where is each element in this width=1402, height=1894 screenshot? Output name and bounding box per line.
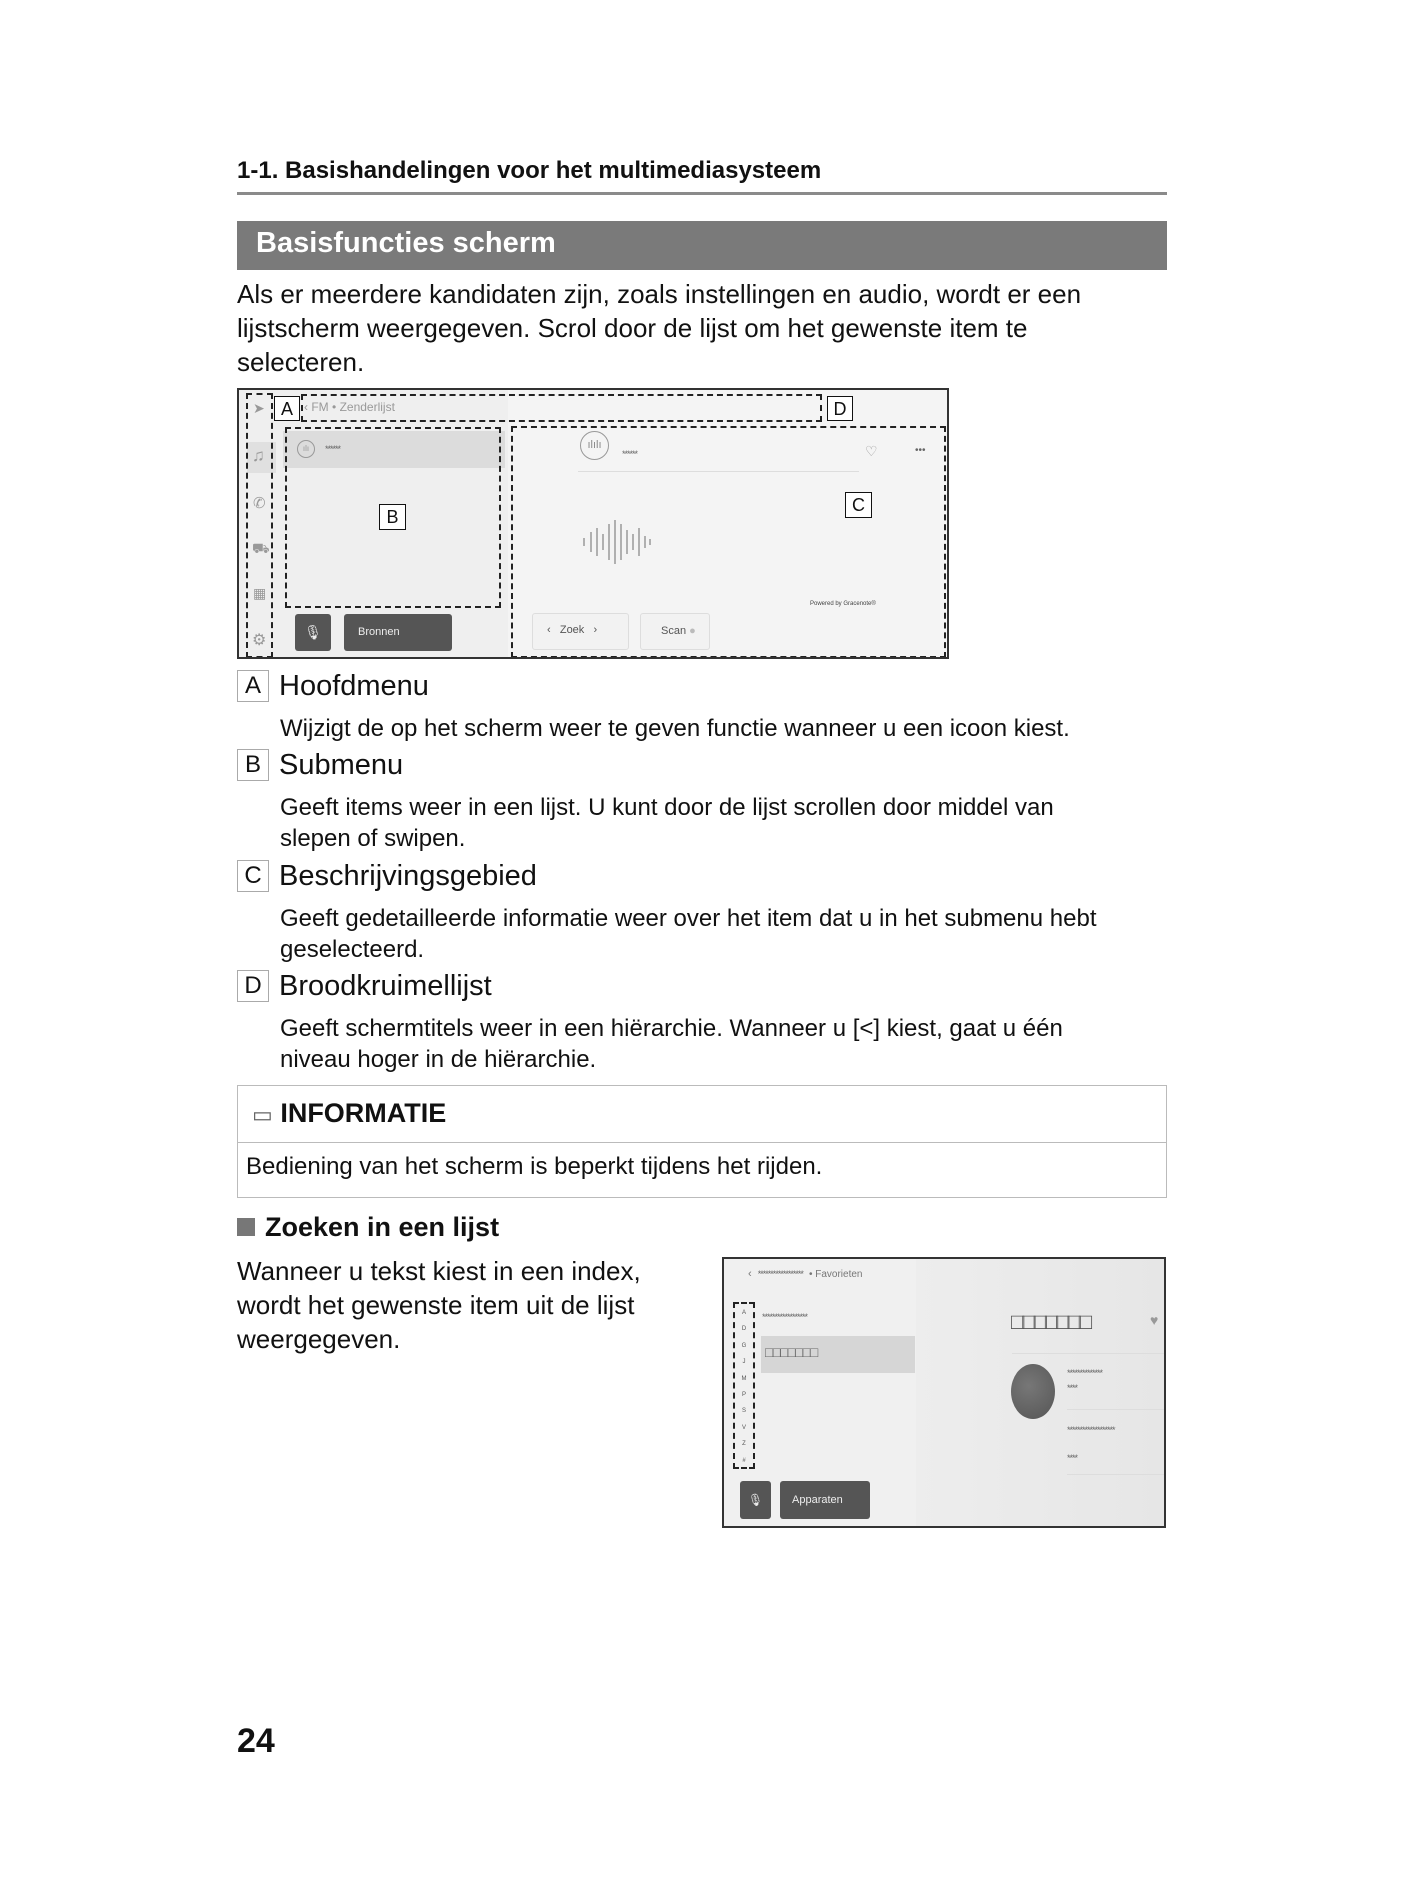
legend-title: Broodkruimellijst: [279, 969, 492, 1002]
index-letter[interactable]: V: [741, 1424, 746, 1431]
car-icon: ⛟: [252, 540, 270, 556]
subsection-heading: [237, 1212, 499, 1243]
devices-button[interactable]: [780, 1481, 870, 1519]
index-letter[interactable]: J: [742, 1359, 746, 1366]
divider: [1067, 1409, 1166, 1410]
legend-title: Beschrijvingsgebied: [279, 859, 537, 892]
station-name: ******: [622, 449, 638, 459]
legend-letter: D: [237, 970, 269, 1002]
page-title: Basisfuncties scherm: [237, 221, 1167, 270]
index-letter[interactable]: D: [741, 1326, 747, 1333]
more-icon[interactable]: •••: [915, 445, 926, 456]
label-b: B: [379, 504, 406, 530]
list-item-label: ******: [325, 444, 341, 454]
legend-title: Submenu: [279, 748, 404, 781]
back-icon[interactable]: ‹: [304, 400, 308, 414]
legend-description: Wijzigt de op het scherm weer te geven functie wanneer u een icoon kiest.: [280, 715, 1070, 742]
screen-illustration-list: [237, 388, 949, 659]
legend-item-d: [237, 969, 492, 1003]
settings-icon: ⚙: [252, 632, 267, 649]
powered-by-text: Powered by Gracenote®: [810, 601, 876, 607]
header-rule: [237, 192, 1167, 195]
devices-label: Apparaten: [792, 1494, 843, 1506]
index-letter[interactable]: Z: [742, 1441, 746, 1448]
scan-button[interactable]: Scan ●: [640, 613, 710, 650]
label-a: A: [274, 396, 300, 421]
detail-title: □□□□□□□: [1011, 1309, 1091, 1334]
legend-letter: B: [237, 749, 269, 781]
intro-text: Als er meerdere kandidaten zijn, zoals instellingen en audio, wordt er een lijstscherm weergegeven. Scrol door de lijst om het gewenste item te selecteren.: [237, 279, 1082, 377]
heart-icon[interactable]: ♡: [865, 443, 878, 459]
index-letter[interactable]: G: [741, 1342, 747, 1349]
book-icon: ▭: [252, 1102, 273, 1127]
index-letter[interactable]: S: [741, 1408, 746, 1415]
index-letter[interactable]: M: [741, 1375, 747, 1382]
sources-button[interactable]: [344, 614, 452, 651]
prev-icon[interactable]: ‹: [547, 624, 551, 636]
divider: [1012, 1353, 1166, 1354]
label-d: D: [827, 396, 853, 421]
scan-label: Scan: [661, 625, 687, 637]
page-number: 24: [237, 1722, 275, 1760]
breadcrumb-source: FM: [311, 400, 329, 414]
index-letter[interactable]: A: [741, 1310, 746, 1316]
detail-line: ****: [1067, 1383, 1078, 1393]
legend-description: Geeft schermtitels weer in een hiërarchie. Wanneer u [<] kiest, gaat u één niveau hoger in de hiërarchie.: [280, 1015, 1063, 1073]
divider: [1067, 1474, 1166, 1475]
back-icon[interactable]: ‹: [748, 1268, 752, 1280]
artwork-avatar: [1011, 1364, 1055, 1419]
region-c-outline: [511, 426, 946, 658]
label-c: C: [845, 492, 872, 518]
info-text: Bediening van het scherm is beperkt tijdens het rijden.: [246, 1153, 823, 1180]
section-header: 1-1. Basishandelingen voor het multimediasysteem: [237, 157, 822, 184]
subsection-title: Zoeken in een lijst: [265, 1212, 500, 1242]
region-d-outline: [301, 394, 822, 422]
list-item[interactable]: ******************: [762, 1312, 808, 1322]
detail-line: *******************: [1067, 1425, 1115, 1435]
search-text: Wanneer u tekst kiest in een index, wordt het gewenste item uit de lijst weergegeven.: [237, 1256, 641, 1354]
detail-line: ****: [1067, 1453, 1078, 1463]
square-bullet-icon: [237, 1218, 255, 1236]
legend-letter: A: [237, 670, 269, 702]
radio-icon: ılı: [297, 440, 315, 458]
breadcrumb-sep: •: [332, 400, 337, 414]
list-item-selected[interactable]: [761, 1336, 915, 1373]
breadcrumb-page: Zenderlijst: [339, 400, 395, 414]
phone-icon: ✆: [253, 495, 266, 512]
screen-illustration-index: [722, 1257, 1166, 1528]
sources-label: Bronnen: [358, 626, 400, 638]
legend-description: Geeft gedetailleerde informatie weer over het item dat u in het submenu hebt geselecteerd.: [280, 905, 1097, 963]
legend-title: Hoofdmenu: [279, 669, 429, 702]
microphone-button[interactable]: 🎙: [740, 1481, 771, 1519]
heart-filled-icon[interactable]: ♥: [1150, 1312, 1159, 1328]
radio-icon: ılılı: [580, 431, 609, 460]
legend-letter: C: [237, 860, 269, 892]
alphabet-index[interactable]: [738, 1305, 750, 1469]
region-a-outline: [246, 393, 273, 658]
breadcrumb-parent: ******************: [757, 1269, 803, 1279]
legend-item-b: [237, 748, 403, 782]
navigation-icon: ➤: [253, 400, 265, 416]
breadcrumb[interactable]: [748, 1268, 863, 1280]
info-box: [237, 1085, 1167, 1198]
next-icon[interactable]: ›: [593, 624, 598, 636]
list-item-label: □□□□□□□: [765, 1344, 818, 1360]
breadcrumb-page: • Favorieten: [808, 1269, 863, 1280]
seek-label: Zoek: [559, 624, 585, 636]
index-letter[interactable]: P: [741, 1392, 746, 1399]
legend-item-c: [237, 859, 537, 893]
detail-line: **************: [1067, 1368, 1103, 1378]
music-icon: ♫: [252, 446, 265, 465]
microphone-button[interactable]: 🎙: [295, 614, 331, 651]
legend-description: Geeft items weer in een lijst. U kunt door de lijst scrollen door middel van slepen of swipen.: [280, 794, 1054, 852]
index-letter[interactable]: #: [742, 1457, 746, 1464]
legend-item-a: [237, 669, 429, 703]
apps-grid-icon: ▦: [253, 585, 267, 601]
info-title: INFORMATIE: [280, 1098, 447, 1128]
